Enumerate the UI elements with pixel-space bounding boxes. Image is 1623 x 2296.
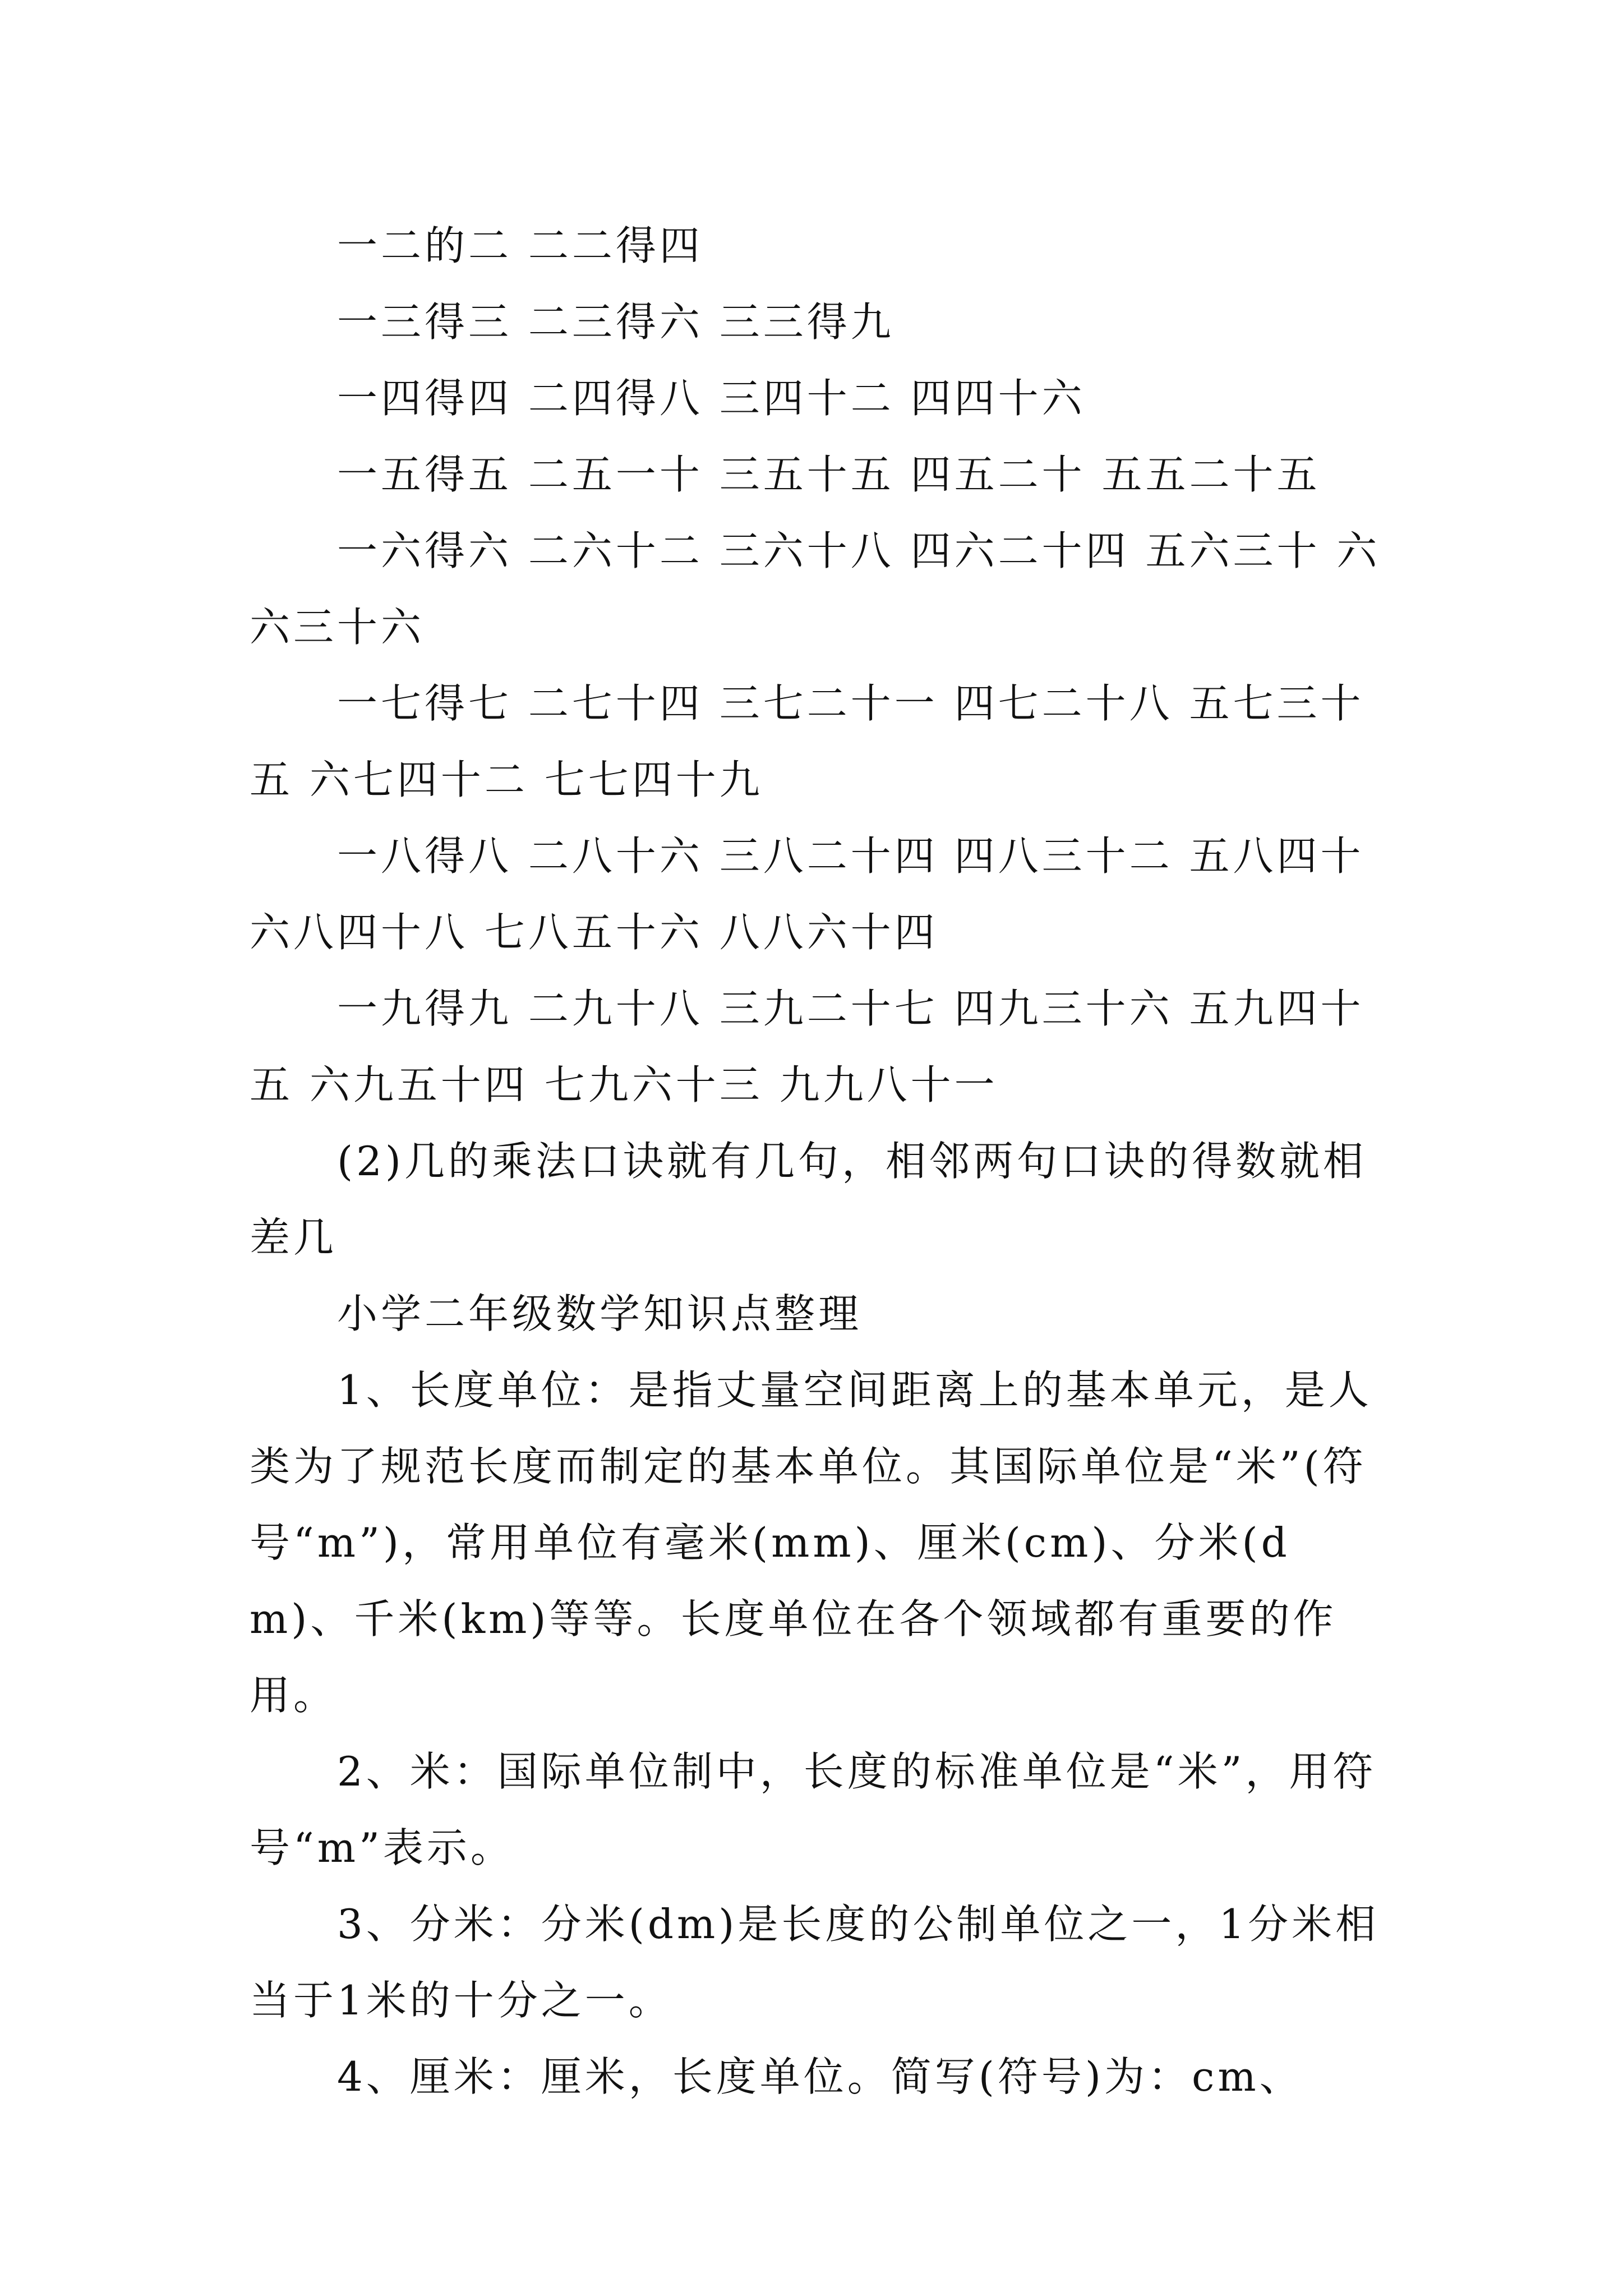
- section-heading: 小学二年级数学知识点整理: [337, 1290, 863, 1337]
- paragraph-decimeter: 3、分米：分米(dm)是长度的公制单位之一，1分米相当于1米的十分之一。: [250, 1901, 1380, 2024]
- paragraph-table-row-5: 一五得五 二五一十 三五十五 四五二十 五五二十五: [337, 451, 1321, 498]
- paragraph-table-row-9: 一九得九 二九十八 三九二十七 四九三十六 五九四十五 六九五十四 七九六十三 九九八十一: [250, 985, 1364, 1108]
- document-body: [250, 208, 1382, 2115]
- paragraph-table-row-7: 一七得七 二七十四 三七二十一 四七二十八 五七三十五 六七四十二 七七四十九: [250, 680, 1364, 803]
- paragraph-table-row-6: 一六得六 二六十二 三六十八 四六二十四 五六三十 六六三十六: [250, 527, 1381, 651]
- paragraph-centimeter: 4、厘米：厘米，长度单位。简写(符号)为：cm、: [337, 2053, 1303, 2100]
- paragraph-table-row-2: 一二的二 二二得四: [337, 222, 703, 269]
- paragraph-table-row-8: 一八得八 二八十六 三八二十四 四八三十二 五八四十 六八四十八 七八五十六 八八六十四: [250, 832, 1364, 956]
- paragraph-rule-note: (2)几的乘法口诀就有几句，相邻两句口诀的得数就相差几: [250, 1138, 1367, 1261]
- paragraph-length-unit: 1、长度单位：是指丈量空间距离上的基本单元，是人类为了规范长度而制定的基本单位。其国际单位是“米”(符号“m”)，常用单位有毫米(mm)、厘米(cm)、分米(dm)、千米(km)等等。长度单位在各个领域都有重要的作用。: [250, 1366, 1372, 1719]
- paragraph-table-row-3: 一三得三 二三得六 三三得九: [337, 298, 895, 346]
- paragraph-table-row-4: 一四得四 二四得八 三四十二 四四十六: [337, 375, 1086, 422]
- paragraph-meter: 2、米：国际单位制中，长度的标准单位是“米”，用符号“m”表示。: [250, 1748, 1377, 1871]
